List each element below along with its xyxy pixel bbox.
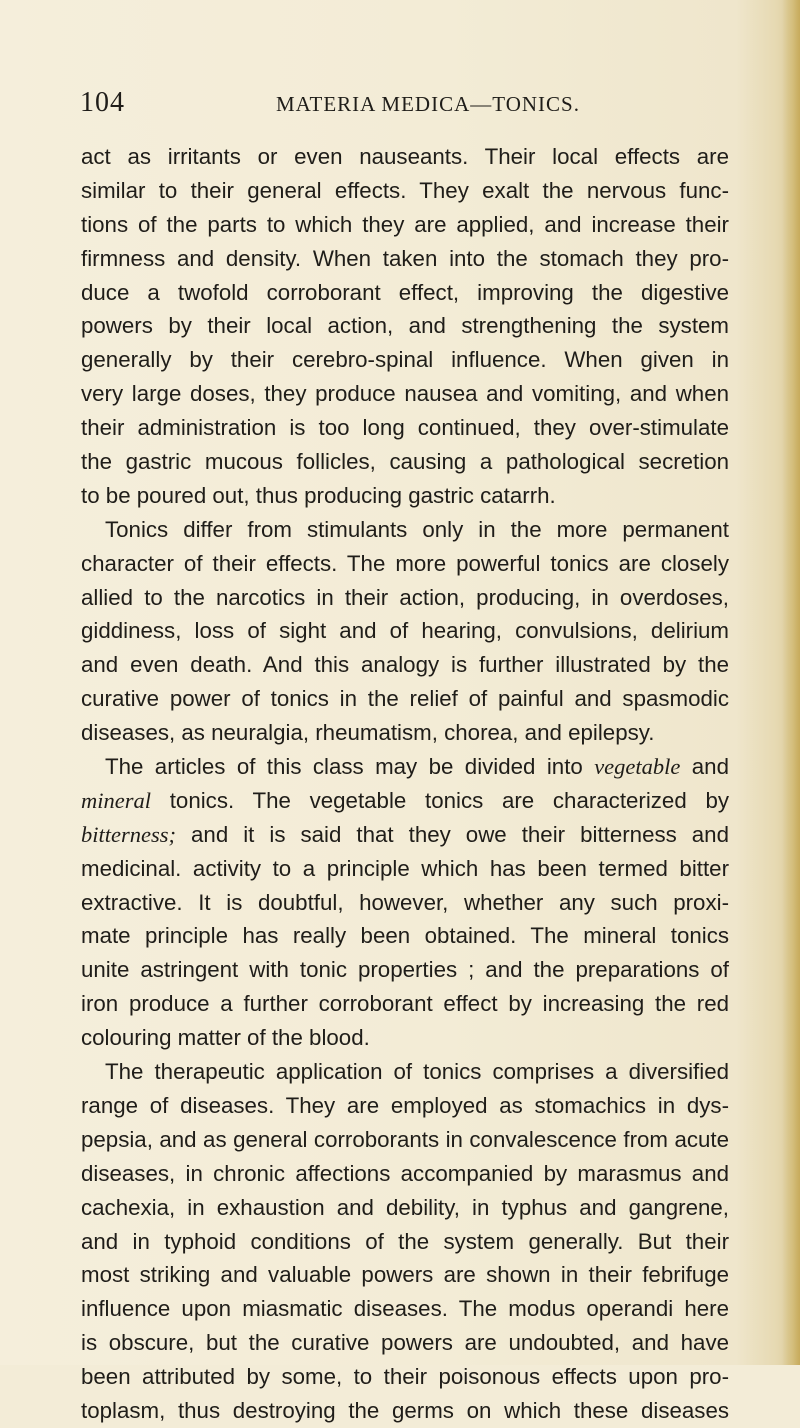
- italic-term: vegetable: [594, 754, 681, 780]
- text-line: cachexia, in exhaustion and debility, in typhus and gangrene,: [81, 1194, 729, 1220]
- text-line: medicinal. activity to a principle which has been termed bitter: [81, 855, 729, 881]
- text-line: allied to the narcotics in their action, producing, in overdoses,: [81, 584, 729, 610]
- text-line: generally by their cerebro-spinal influence. When given in: [81, 347, 729, 373]
- text-line: powers by their local action, and strengthening the system: [81, 313, 729, 339]
- text-run: and: [691, 754, 729, 780]
- text-line: [81, 750, 729, 784]
- text-line: colouring matter of the blood.: [81, 1025, 370, 1051]
- running-title: MATERIA MEDICA—TONICS.: [276, 92, 580, 116]
- text-line: curative power of tonics in the relief of painful and spasmodic: [81, 686, 729, 712]
- text-line: very large doses, they produce nausea and vomiting, and when: [81, 381, 729, 407]
- page-number: 104: [80, 87, 125, 118]
- running-head: [80, 86, 730, 120]
- text-line: giddiness, loss of sight and of hearing, convulsions, delirium: [81, 618, 729, 644]
- text-line: been attributed by some, to their poisonous effects upon pro-: [81, 1364, 729, 1390]
- text-line: toplasm, thus destroying the germs on which these diseases: [81, 1397, 729, 1423]
- text-line: Tonics differ from stimulants only in the more permanent: [105, 516, 729, 542]
- text-line: act as irritants or even nauseants. Their local effects are: [81, 144, 729, 169]
- text-line: most striking and valuable powers are shown in their febrifuge: [81, 1262, 729, 1288]
- text-line: diseases, in chronic affections accompanied by marasmus and: [81, 1160, 729, 1186]
- text-line: the gastric mucous follicles, causing a pathological secretion: [81, 449, 729, 475]
- text-line: duce a twofold corroborant effect, improving the digestive: [81, 279, 729, 305]
- text-line: their administration is too long continued, they over-stimulate: [81, 415, 729, 441]
- text-line: The therapeutic application of tonics comprises a diversified: [105, 1059, 729, 1085]
- text-line: [81, 818, 729, 852]
- text-line: range of diseases. They are employed as stomachics in dys-: [81, 1092, 729, 1118]
- text-line: and in typhoid conditions of the system generally. But their: [81, 1228, 729, 1254]
- text-line: extractive. It is doubtful, however, whether any such proxi-: [81, 889, 729, 915]
- text-line: iron produce a further corroborant effect by increasing the red: [81, 991, 729, 1017]
- text-line: and even death. And this analogy is further illustrated by the: [81, 652, 729, 678]
- text-line: mate principle has really been obtained. The mineral tonics: [81, 923, 729, 949]
- text-line: tions of the parts to which they are applied, and increase their: [81, 211, 729, 237]
- italic-term: mineral: [81, 787, 151, 813]
- text-line: diseases, as neuralgia, rheumatism, chorea, and epilepsy.: [81, 720, 655, 746]
- text-line: firmness and density. When taken into the stomach they pro-: [81, 245, 729, 271]
- text-line: [81, 784, 729, 818]
- text-line: similar to their general effects. They exalt the nervous func-: [81, 177, 729, 203]
- text-run: The articles of this class may be divided into: [105, 754, 583, 780]
- page-edge-shadow: [782, 0, 800, 1365]
- text-run: and it is said that they owe their bitterness and: [191, 821, 729, 847]
- text-run: tonics. The vegetable tonics are characterized by: [169, 787, 729, 813]
- text-line: character of their effects. The more powerful tonics are closely: [81, 550, 729, 576]
- text-line: influence upon miasmatic diseases. The modus operandi here: [81, 1296, 729, 1322]
- text-line: pepsia, and as general corroborants in convalescence from acute: [81, 1126, 729, 1152]
- body-text: [81, 140, 729, 1428]
- italic-term: bitterness;: [81, 821, 176, 847]
- text-line: to be poured out, thus producing gastric catarrh.: [81, 482, 556, 508]
- text-line: is obscure, but the curative powers are undoubted, and have: [81, 1330, 729, 1356]
- text-line: unite astringent with tonic properties ; and the preparations of: [81, 957, 729, 983]
